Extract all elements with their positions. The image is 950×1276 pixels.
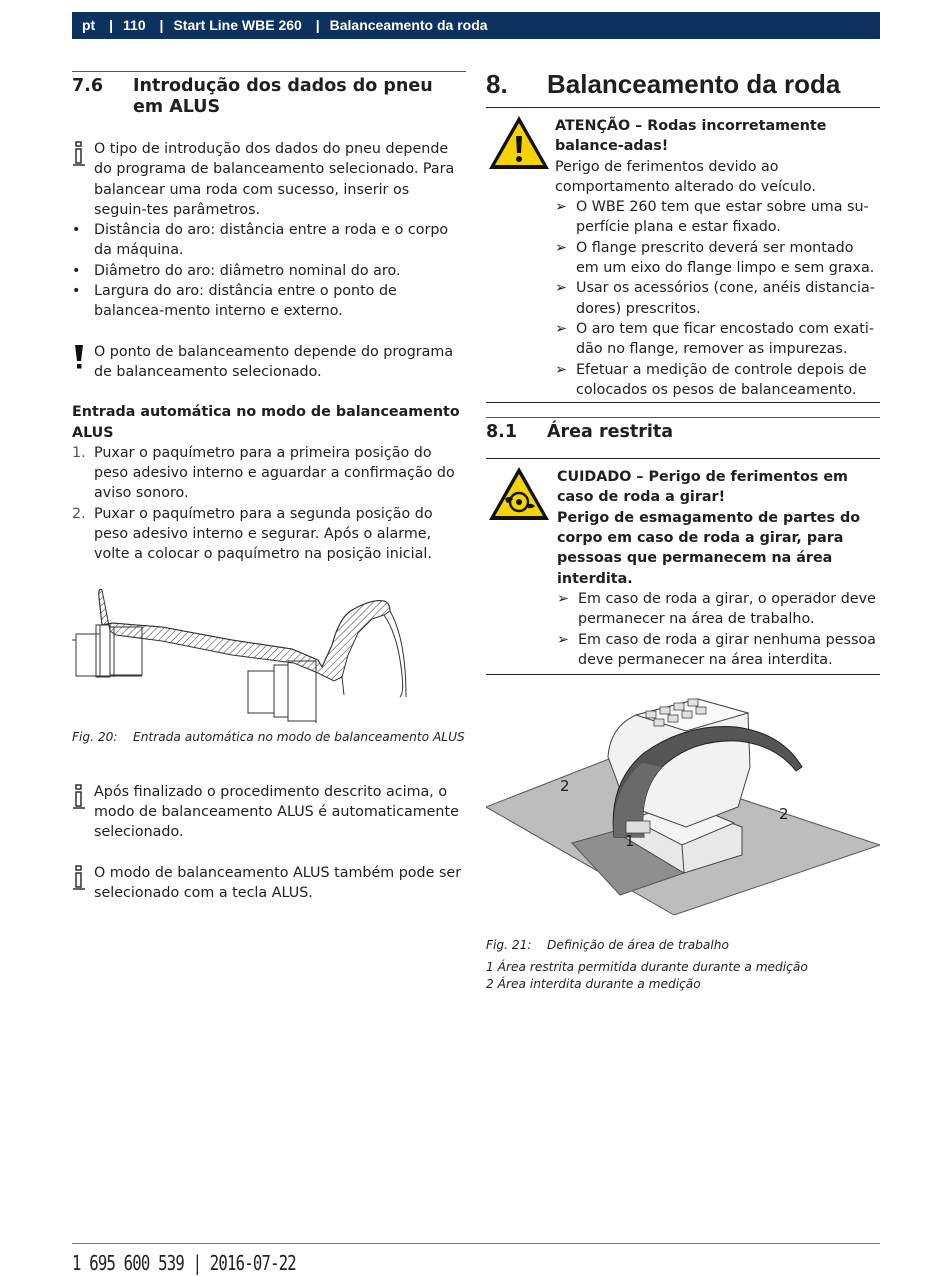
area-label: 1 <box>625 832 635 850</box>
figure-caption <box>486 937 880 954</box>
subsection-number: 8.1 <box>486 422 518 443</box>
rim-cross-section-figure <box>72 585 412 723</box>
list-item: ➢ Efetuar a medição de controle depois de colocados os pesos de balanceamento. <box>555 360 880 401</box>
info-text: O modo de balanceamento ALUS também pode ser selecionado com a tecla ALUS. <box>94 864 462 901</box>
info-note <box>72 863 466 904</box>
header-section: Balanceamento da roda <box>329 17 488 33</box>
footer-separator: | <box>183 1251 210 1275</box>
footer <box>72 1250 296 1276</box>
warning-triangle-icon <box>487 114 551 172</box>
step-item <box>72 443 466 504</box>
document-date: 2016-07-22 <box>209 1251 296 1275</box>
running-header <box>72 12 880 39</box>
header-separator: | <box>105 17 114 33</box>
list-item: • Largura do aro: distância entre o ponto de balancea-mento interno e externo. <box>72 281 466 322</box>
footer-rule <box>72 1243 880 1244</box>
warning-hazard: Perigo de ferimentos devido ao comportamento alterado do veículo. <box>555 158 816 195</box>
list-item: ➢ Em caso de roda a girar nenhuma pessoa deve permanecer na área interdita. <box>557 630 880 671</box>
parameter-list <box>72 220 466 321</box>
header-product: Start Line WBE 260 <box>173 17 302 33</box>
procedure-title: Entrada automática no modo de balanceamento ALUS <box>72 404 460 441</box>
info-text: Após finalizado o procedimento descrito acima, o modo de balanceamento ALUS é automaticamente selecionado. <box>94 783 459 841</box>
right-column <box>486 68 880 993</box>
step-text: Puxar o paquímetro para a segunda posição do peso adesivo interno e segurar. Após o alarme, volte a colocar o paquímetro na posição inicial. <box>94 505 433 563</box>
figure-label: Fig. 21: <box>486 938 532 953</box>
working-area-figure <box>486 687 880 923</box>
caution-actions <box>557 589 880 670</box>
important-note <box>72 342 466 383</box>
warning-box <box>486 107 880 403</box>
list-item: • Diâmetro do aro: diâmetro nominal do aro. <box>72 261 466 281</box>
figure-label: Fig. 20: <box>72 729 118 744</box>
section-number: 7.6 <box>72 76 104 96</box>
info-icon <box>72 141 88 167</box>
area-label: 2 <box>560 777 570 795</box>
list-item: ➢ Em caso de roda a girar, o operador deve permanecer na área de trabalho. <box>557 589 880 630</box>
section-title: Introdução dos dados do pneu em ALUS <box>133 76 433 117</box>
chapter-number: 8. <box>486 69 508 99</box>
step-number: 2. <box>72 505 86 522</box>
section-rule <box>72 71 466 72</box>
figure-caption <box>72 729 466 746</box>
step-item <box>72 504 466 565</box>
caution-box <box>486 458 880 675</box>
list-item: • Distância do aro: distância entre a roda e o corpo da máquina. <box>72 220 466 261</box>
exclamation-icon <box>72 344 88 370</box>
chapter-heading <box>486 68 880 100</box>
procedure-steps <box>72 443 466 565</box>
subsection-heading <box>486 422 880 443</box>
section-heading <box>72 76 466 118</box>
caution-hazard: Perigo de esmagamento de partes do corpo em caso de roda a girar, para pessoas que permanecem na área interdita. <box>557 509 861 587</box>
info-icon <box>72 784 88 810</box>
left-column <box>72 71 466 903</box>
list-item: ➢ O flange prescrito deverá ser montado em um eixo do flange limpo e sem graxa. <box>555 238 880 279</box>
warning-signal-word: ATENÇÃO – Rodas incorretamente balance-adas! <box>555 118 827 155</box>
list-item: ➢ O aro tem que ficar encostado com exati-dão no flange, remover as impurezas. <box>555 319 880 360</box>
subsection-title: Área restrita <box>547 422 674 443</box>
header-separator: | <box>155 17 164 33</box>
list-item: ➢ O WBE 260 tem que estar sobre uma su-perfície plana e estar fixado. <box>555 197 880 238</box>
crush-hazard-icon <box>487 465 551 523</box>
header-language: pt <box>82 17 96 33</box>
caution-signal-word: CUIDADO – Perigo de ferimentos em caso de roda a girar! <box>557 469 848 506</box>
info-text: O tipo de introdução dos dados do pneu depende do programa de balanceamento selecionado. Para balancear uma roda com sucesso, inserir os seguin-tes parâmetros. <box>94 141 455 218</box>
area-label: 2 <box>779 805 789 823</box>
warning-actions <box>555 197 880 400</box>
header-separator: | <box>311 17 320 33</box>
info-note <box>72 782 466 843</box>
document-code: 1 695 600 539 <box>72 1251 184 1275</box>
legend-item: 1 Área restrita permitida durante durante a medição <box>486 960 808 975</box>
header-page-number: 110 <box>123 17 146 33</box>
section-rule <box>486 417 880 418</box>
figure-caption-text: Entrada automática no modo de balanceamento ALUS <box>133 729 465 744</box>
legend-item: 2 Área interdita durante a medição <box>486 977 701 992</box>
important-text: O ponto de balanceamento depende do programa de balanceamento selecionado. <box>94 343 454 380</box>
info-icon <box>72 865 88 891</box>
list-item: ➢ Usar os acessórios (cone, anéis distancia-dores) prescritos. <box>555 278 880 319</box>
chapter-title: Balanceamento da roda <box>547 69 841 99</box>
step-text: Puxar o paquímetro para a primeira posição do peso adesivo interno e aguardar a confirmação do aviso sonoro. <box>94 444 455 502</box>
step-number: 1. <box>72 444 86 461</box>
figure-caption-text: Definição de área de trabalho <box>547 938 729 953</box>
info-note <box>72 139 466 322</box>
